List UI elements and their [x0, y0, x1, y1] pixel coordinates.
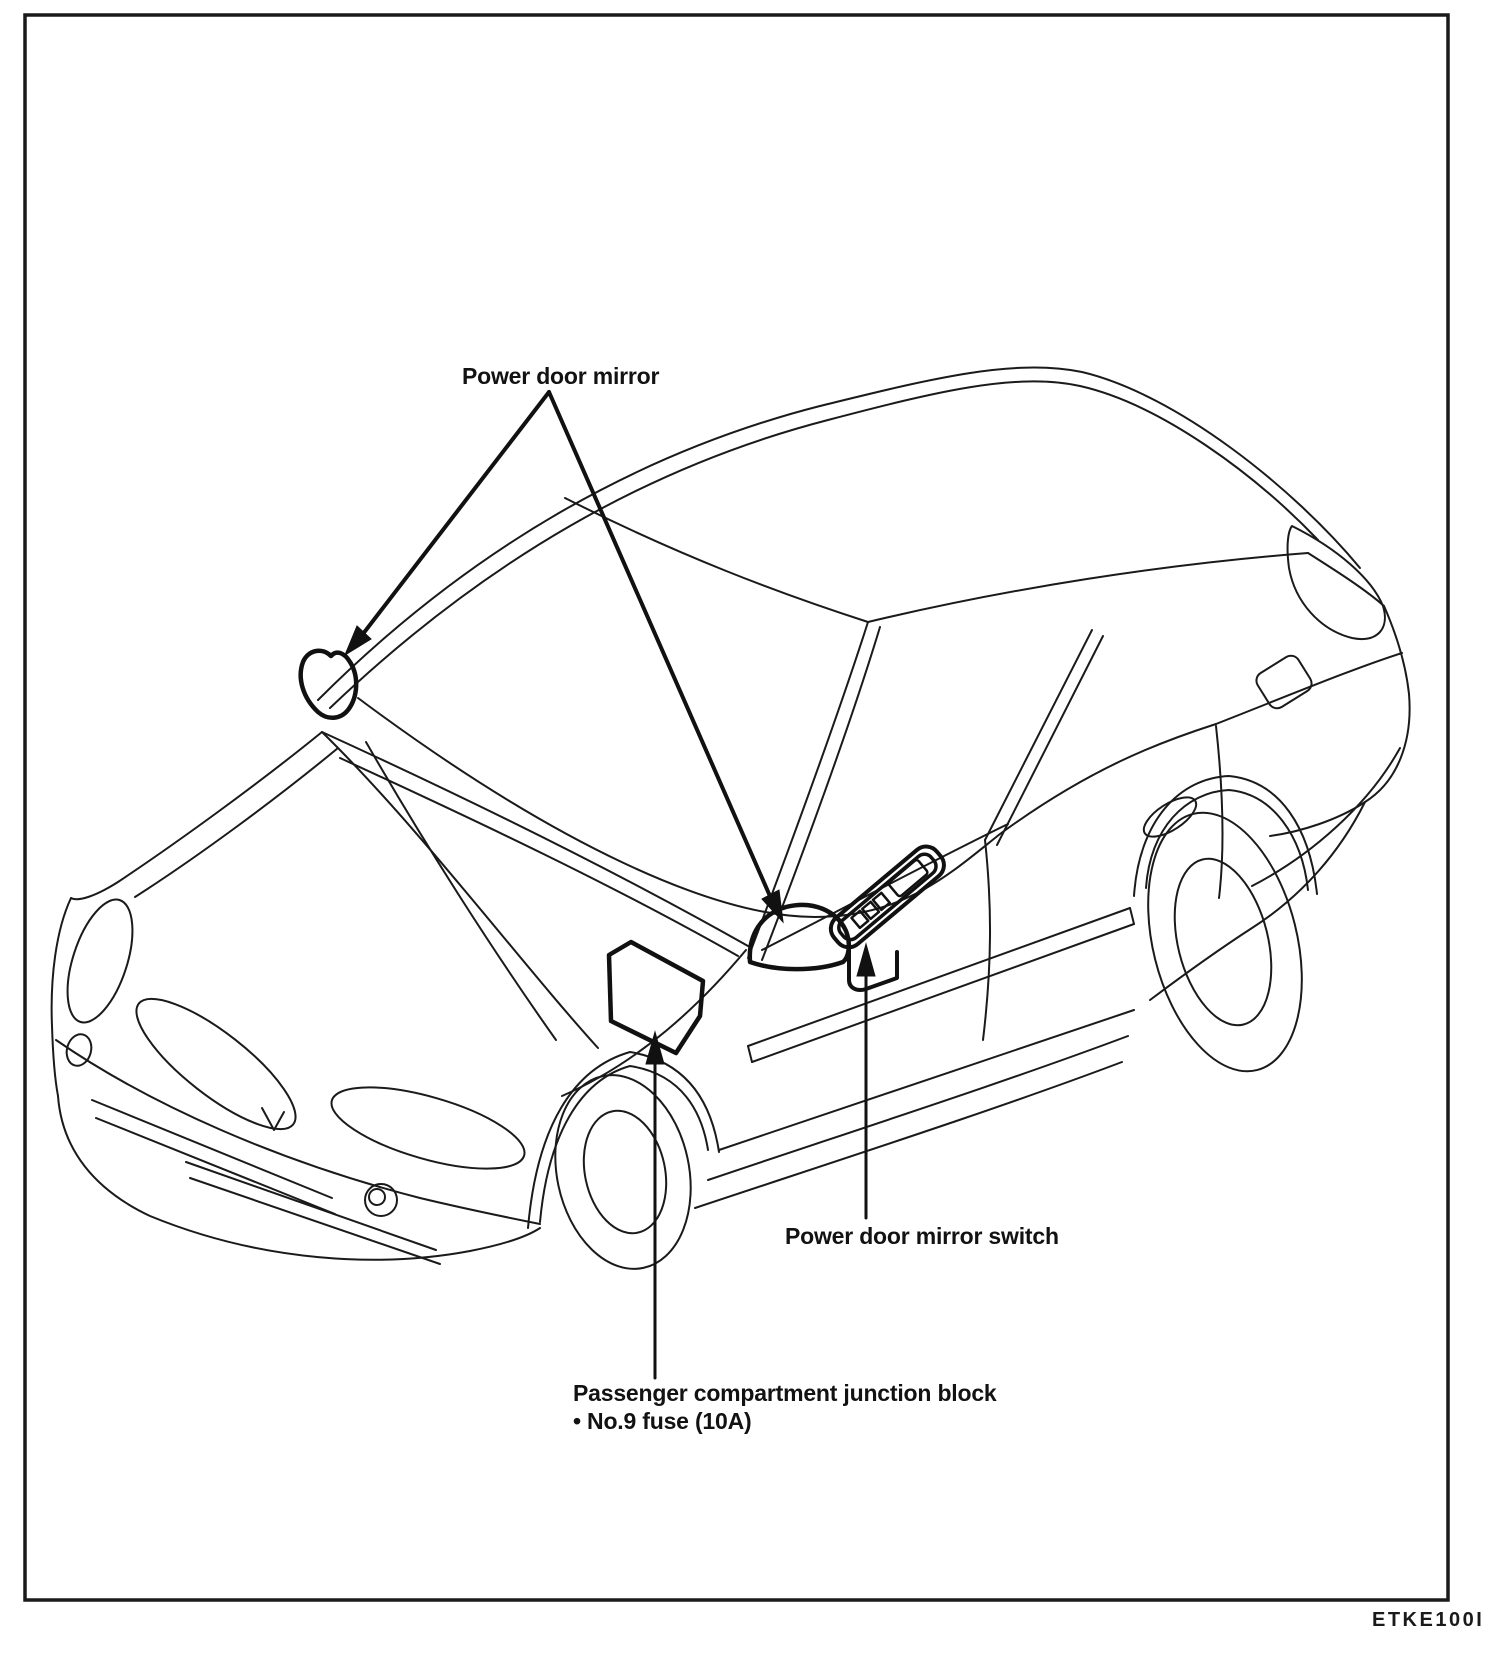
- fog-light-inner: [369, 1189, 385, 1205]
- hood-fender-line: [71, 732, 322, 899]
- bumper-bottom-edge: [58, 1096, 540, 1260]
- rear-bumper-crease: [1252, 748, 1400, 886]
- door-molding-bottom: [752, 924, 1134, 1062]
- bumper-slats: [92, 1100, 440, 1264]
- rear-lower-body: [1150, 802, 1365, 1000]
- b-pillar-inner: [997, 636, 1103, 845]
- figure-reference-code: ETKE100I: [1372, 1609, 1485, 1631]
- belt-line: [358, 698, 1216, 917]
- right-headlight: [323, 1071, 532, 1186]
- wiper-line: [340, 758, 738, 956]
- rear-window: [1288, 526, 1385, 639]
- far-roofline: [868, 553, 1308, 622]
- driver-door-mirror: [301, 651, 356, 718]
- left-headlight: [55, 892, 146, 1030]
- label-power-door-mirror: Power door mirror: [462, 363, 660, 389]
- label-junction-block-line1: Passenger compartment junction block: [573, 1380, 997, 1406]
- rocker-line-3: [695, 1062, 1122, 1208]
- trunk-deck-edge: [1384, 606, 1409, 694]
- front-door-rear-gap: [983, 840, 990, 1040]
- hood-fender-line-2: [135, 748, 338, 897]
- label-junction-block-line2: • No.9 fuse (10A): [573, 1408, 752, 1434]
- rear-door-rear-gap: [1216, 726, 1223, 898]
- hood-cut-line: [322, 732, 598, 1048]
- cowl-line: [322, 732, 748, 946]
- fuel-filler-door: [1253, 652, 1315, 711]
- rear-tire: [1123, 797, 1327, 1088]
- front-door-front-gap: [366, 742, 556, 1040]
- mirror-leader-fork: [345, 392, 783, 922]
- junction-leader: [646, 1032, 664, 1378]
- rocker-line-2: [708, 1036, 1128, 1180]
- interior-far-sill: [762, 824, 1008, 950]
- front-rim: [573, 1103, 677, 1241]
- windshield-top-edge: [565, 498, 868, 622]
- roofline-inner: [330, 381, 1318, 708]
- car-outline: [52, 368, 1410, 1282]
- label-power-door-mirror-switch: Power door mirror switch: [785, 1223, 1059, 1249]
- switch-arrow-icon: [857, 944, 875, 976]
- door-molding-caps: [748, 908, 1134, 1062]
- diagram-border-frame: [25, 15, 1448, 1600]
